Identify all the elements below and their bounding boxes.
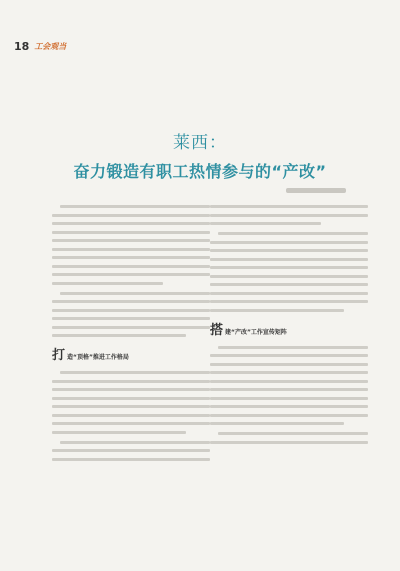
- body-paragraph-placeholder: [210, 232, 368, 312]
- section-heading-1: [52, 344, 210, 363]
- right-column: [210, 205, 368, 451]
- left-column: [52, 205, 210, 468]
- byline-placeholder: [286, 188, 346, 193]
- page-number: 18: [14, 40, 30, 53]
- article-title: [0, 128, 400, 182]
- body-paragraph-placeholder: [52, 441, 210, 461]
- section-heading-2: [210, 319, 368, 338]
- title-line-2: 奋力锻造有职工热情参与的“产改”: [73, 162, 327, 181]
- body-paragraph-placeholder: [210, 432, 368, 444]
- page-header: [14, 40, 66, 53]
- body-paragraph-placeholder: [210, 346, 368, 426]
- section-tag: 工会观当: [34, 42, 67, 51]
- title-line-1: 莱西：: [173, 133, 227, 153]
- body-paragraph-placeholder: [52, 371, 210, 434]
- section-heading-text: 建“产改”工作宣传矩阵: [225, 328, 287, 336]
- body-paragraph-placeholder: [210, 205, 368, 225]
- section-heading-initial: 打: [52, 348, 66, 363]
- section-heading-text: 造“顶格”推进工作格局: [67, 354, 129, 361]
- body-paragraph-placeholder: [52, 292, 210, 338]
- body-paragraph-placeholder: [52, 205, 210, 285]
- section-heading-initial: 搭: [210, 322, 224, 338]
